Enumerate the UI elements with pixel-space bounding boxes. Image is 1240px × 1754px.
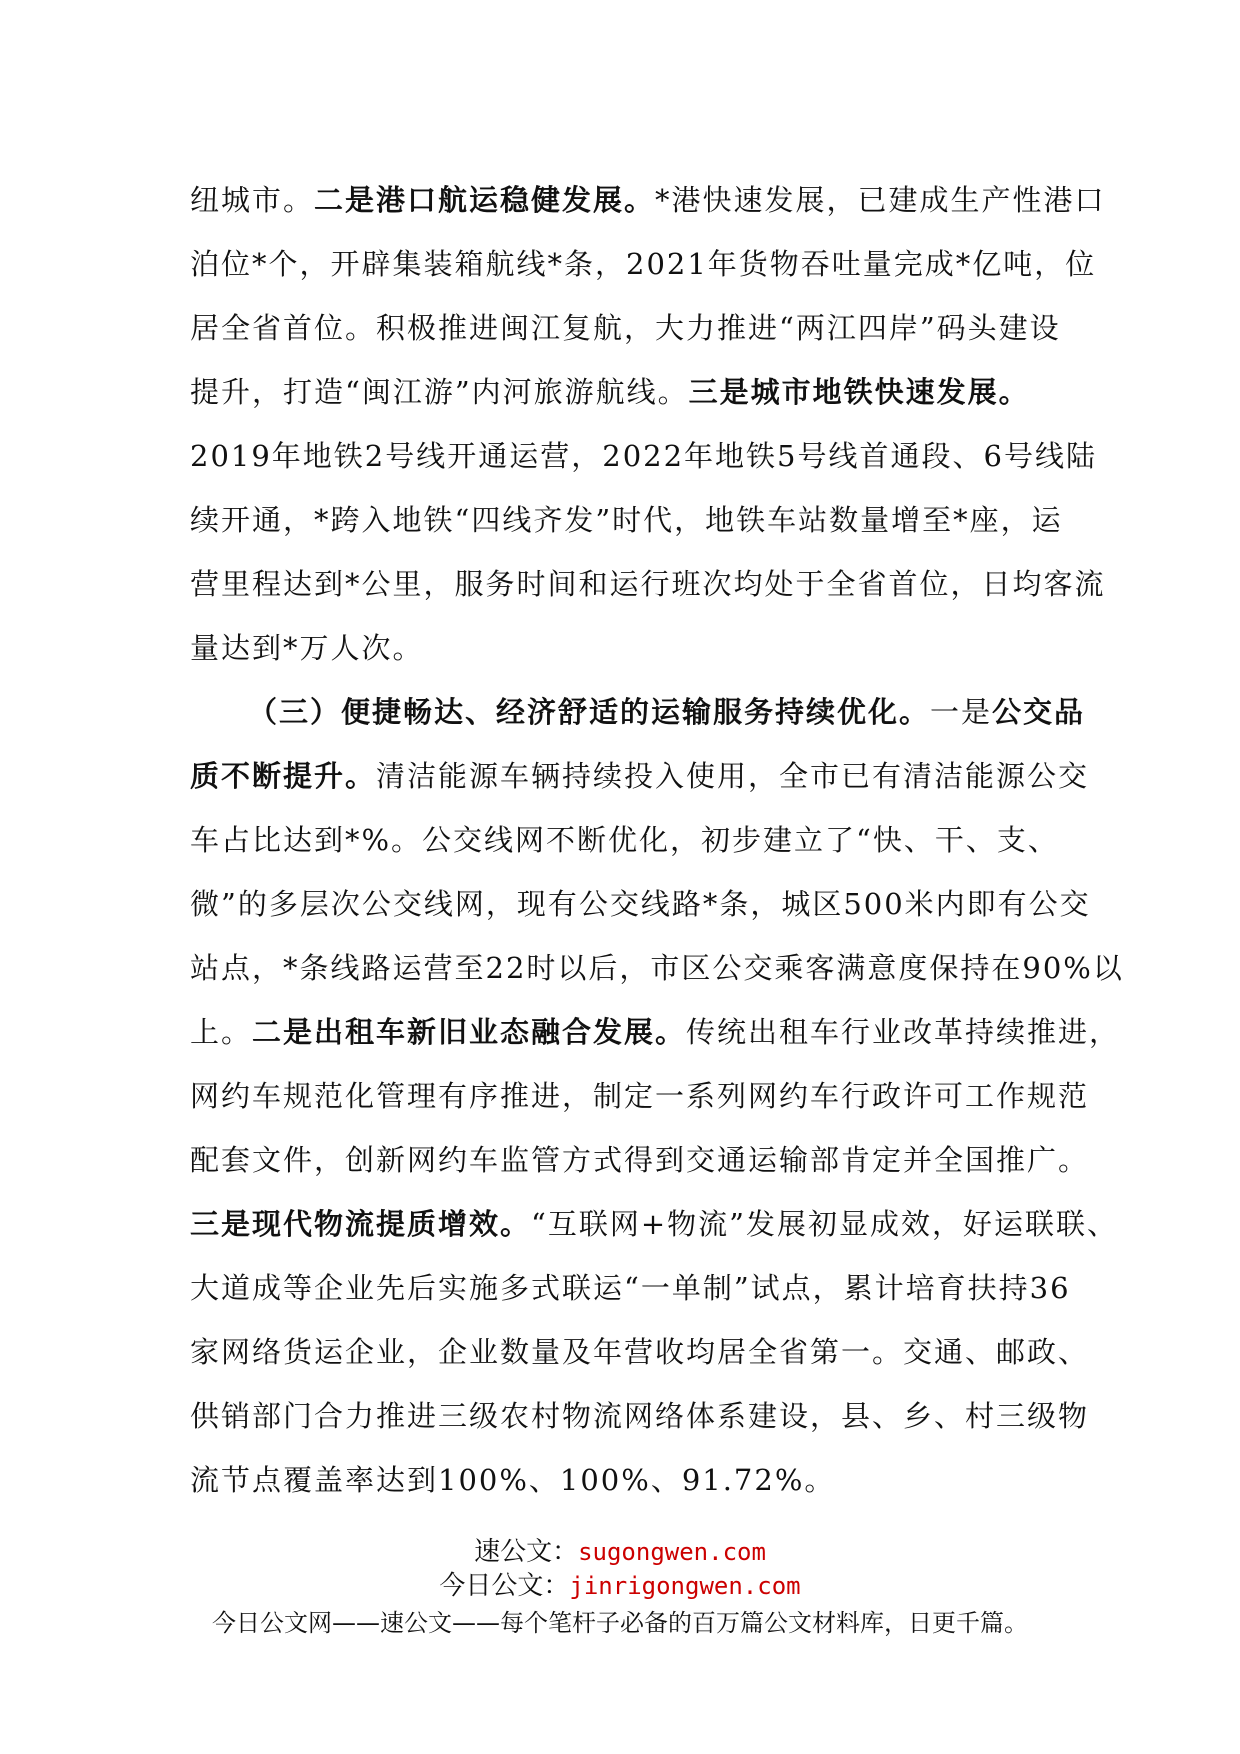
text-line <box>190 296 1061 360</box>
text-segment: 续开通，*跨入地铁“四线齐发”时代，地铁车站数量增至*座，运 <box>190 503 1063 537</box>
text-line <box>190 1192 1118 1256</box>
text-segment: 网约车规范化管理有序推进，制定一系列网约车行政许可工作规范 <box>190 1079 1090 1113</box>
footer-line-jinrigongwen <box>0 1569 1240 1603</box>
text-segment: 营里程达到*公里，服务时间和运行班次均处于全省首位，日均客流 <box>190 567 1106 601</box>
text-line <box>190 1000 1121 1064</box>
text-line <box>190 488 1063 552</box>
text-segment: 配套文件，创新网约车监管方式得到交通运输部肯定并全国推广。 <box>190 1143 1090 1177</box>
text-segment: 微”的多层次公交线网，现有公交线路*条，城区500米内即有公交 <box>190 887 1091 921</box>
footer-label-sugongwen: 速公文： <box>474 1537 579 1567</box>
text-segment: *港快速发展，已建成生产性港口 <box>655 183 1106 217</box>
bold-text-segment: 二是出租车新旧业态融合发展。 <box>252 1015 687 1049</box>
text-segment: 泊位*个，开辟集装箱航线*条，2021年货物吞吐量完成*亿吨，位 <box>190 247 1097 281</box>
text-line <box>190 1064 1090 1128</box>
text-segment: 量达到*万人次。 <box>190 631 424 665</box>
text-segment: “互联网+物流”发展初显成效，好运联联、 <box>531 1207 1118 1241</box>
text-line <box>190 808 1059 872</box>
text-line <box>190 1384 1090 1448</box>
text-segment: 2019年地铁2号线开通运营，2022年地铁5号线首通段、6号线陆 <box>190 439 1097 473</box>
text-segment: 纽城市。 <box>190 183 315 217</box>
text-line <box>190 1128 1090 1192</box>
body-text <box>190 168 1124 1512</box>
text-line <box>190 1256 1071 1320</box>
bold-text-segment: 公交品 <box>992 695 1086 729</box>
text-segment: 大道成等企业先后实施多式联运“一单制”试点，累计培育扶持36 <box>190 1271 1071 1305</box>
footer-line-sugongwen <box>0 1535 1240 1569</box>
text-segment: 居全省首位。积极推进闽江复航，大力推进“两江四岸”码头建设 <box>190 311 1061 345</box>
text-line <box>190 936 1124 1000</box>
footer-label-jinrigongwen: 今日公文： <box>439 1571 570 1601</box>
bold-text-segment: 三是现代物流提质增效。 <box>190 1207 532 1241</box>
text-line <box>190 424 1097 488</box>
text-segment: 清洁能源车辆持续投入使用，全市已有清洁能源公交 <box>376 759 1090 793</box>
text-segment: 传统出租车行业改革持续推进， <box>686 1015 1121 1049</box>
footer-slogan: 今日公文网——速公文——每个笔杆子必备的百万篇公文材料库，日更千篇。 <box>212 1609 1028 1637</box>
text-segment: 提升，打造“闽江游”内河旅游航线。 <box>190 375 689 409</box>
text-line <box>190 744 1090 808</box>
text-segment: 供销部门合力推进三级农村物流网络体系建设，县、乡、村三级物 <box>190 1399 1090 1433</box>
text-line <box>190 168 1106 232</box>
text-line <box>190 680 1086 744</box>
text-line <box>190 552 1106 616</box>
text-line <box>190 1448 1050 1512</box>
text-segment: 家网络货运企业，企业数量及年营收均居全省第一。交通、邮政、 <box>190 1335 1090 1369</box>
text-segment: 上。 <box>190 1015 253 1049</box>
footer <box>0 1535 1240 1641</box>
footer-link-sugongwen[interactable]: sugongwen.com <box>578 1538 766 1566</box>
text-segment: 一是 <box>930 695 993 729</box>
text-line <box>190 232 1097 296</box>
text-line <box>190 616 1050 680</box>
text-segment: 站点，*条线路运营至22时以后，市区公交乘客满意度保持在90%以 <box>190 951 1124 985</box>
footer-link-jinrigongwen[interactable]: jinrigongwen.com <box>569 1572 801 1600</box>
bold-text-segment: （三）便捷畅达、经济舒适的运输服务持续优化。 <box>248 695 931 729</box>
bold-text-segment: 三是城市地铁快速发展。 <box>688 375 1030 409</box>
text-line <box>190 1320 1090 1384</box>
text-segment: 流节点覆盖率达到100%、100%、91.72%。 <box>190 1463 836 1497</box>
bold-text-segment: 二是港口航运稳健发展。 <box>314 183 656 217</box>
text-segment: 车占比达到*%。公交线网不断优化，初步建立了“快、干、支、 <box>190 823 1059 857</box>
text-line <box>190 872 1091 936</box>
bold-text-segment: 质不断提升。 <box>190 759 377 793</box>
text-line <box>190 360 1050 424</box>
